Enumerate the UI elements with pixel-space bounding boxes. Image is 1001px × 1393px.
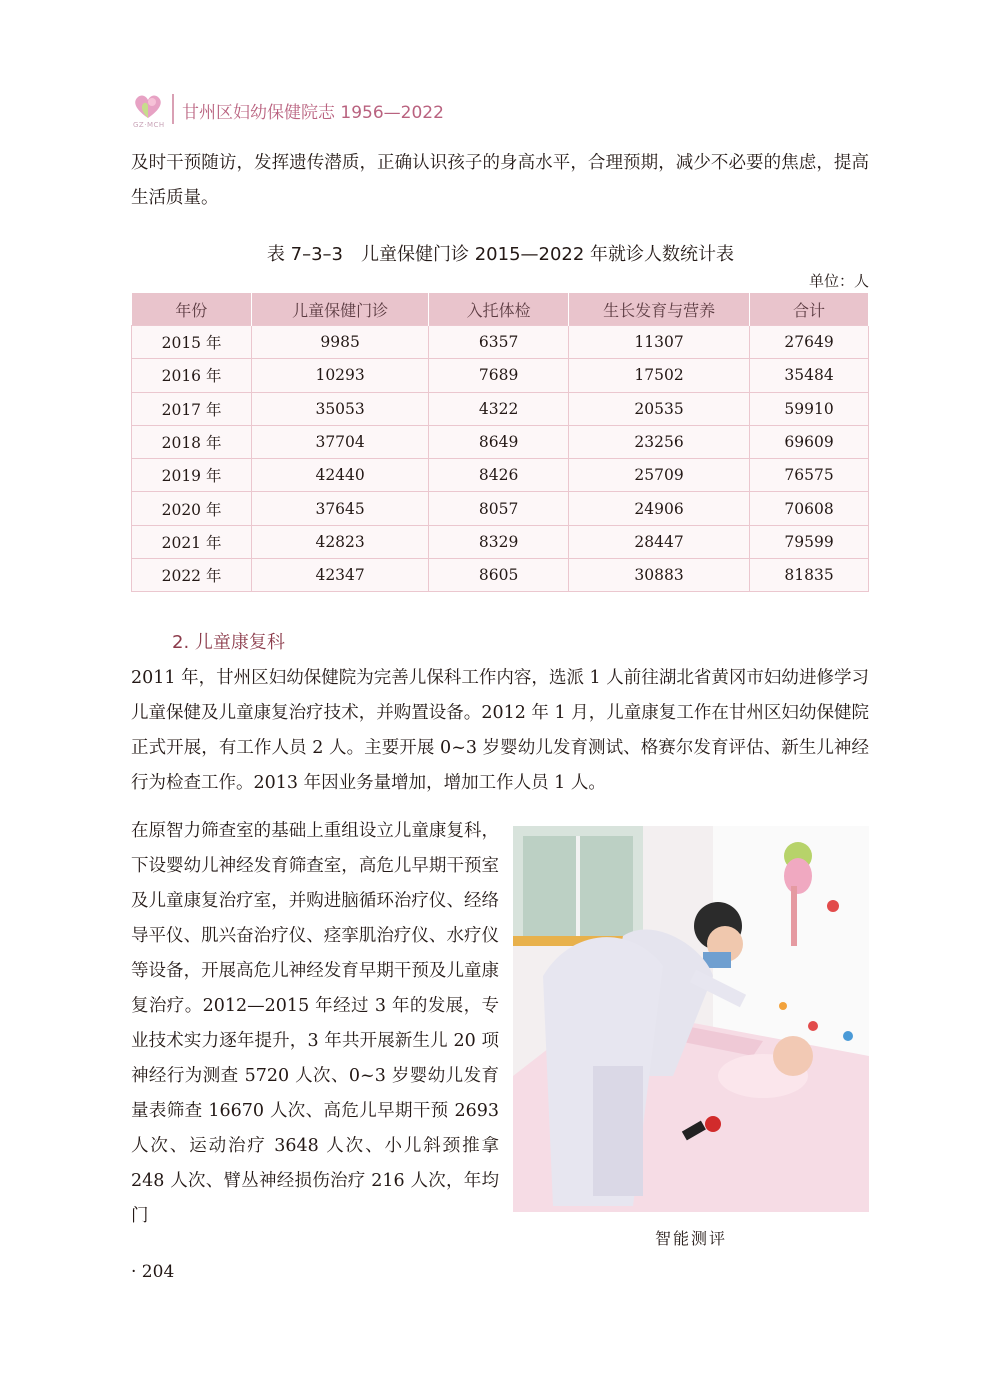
table-cell: 8329	[429, 525, 569, 558]
table-cell: 2021 年	[132, 525, 252, 558]
table-cell: 59910	[750, 392, 869, 425]
table-cell: 37645	[252, 492, 429, 525]
table-cell: 8057	[429, 492, 569, 525]
table-row	[132, 359, 869, 392]
logo-text: GZ·MCH	[133, 121, 165, 129]
table-row	[132, 559, 869, 592]
table-cell: 25709	[569, 459, 750, 492]
table-row	[132, 392, 869, 425]
table-cell: 6357	[429, 326, 569, 359]
body-paragraph: 2011 年，甘州区妇幼保健院为完善儿保科工作内容，选派 1 人前往湖北省黄冈市妇幼进修学习儿童保健及儿童康复治疗技术，并购置设备。2012 年 1 月，儿童康复工作在甘州区妇幼保健院正式开展，有工作人员 2 人。主要开展 0~3 岁婴幼儿发育测试、格赛尔发育评估、新生儿神经行为检查工作。2013 年因业务量增加，增加工作人员 1 人。	[131, 668, 869, 793]
visit-statistics-table	[131, 293, 869, 592]
table-cell: 8426	[429, 459, 569, 492]
table-cell: 4322	[429, 392, 569, 425]
table-cell: 23256	[569, 425, 750, 458]
table-cell: 17502	[569, 359, 750, 392]
table-row	[132, 425, 869, 458]
table-cell: 9985	[252, 326, 429, 359]
column-header: 儿童保健门诊	[252, 293, 429, 326]
table-cell: 2019 年	[132, 459, 252, 492]
table-row	[132, 326, 869, 359]
table-header-row	[132, 293, 869, 326]
column-header: 入托体检	[429, 293, 569, 326]
section-heading: 2. 儿童康复科	[172, 632, 285, 653]
assessment-photo	[513, 826, 869, 1212]
table-cell: 2016 年	[132, 359, 252, 392]
body-paragraph-wrapped: 在原智力筛查室的基础上重组设立儿童康复科，下设婴幼儿神经发育筛查室，高危儿早期干预室及儿童康复治疗室，并购进脑循环治疗仪、经络导平仪、肌兴奋治疗仪、痉挛肌治疗仪、水疗仪等设备，开展高危儿神经发育早期干预及儿童康复治疗。2012—2015 年经过 3 年的发展，专业技术实力逐年提升，3 年共开展新生儿 20 项神经行为测查 5720 人次、0~3 岁婴幼儿发育量表筛查 16670 人次、高危儿早期干预 2693 人次、运动治疗 3648 人次、小儿斜颈推拿 248 人次、臂丛神经损伤治疗 216 人次，年均门	[131, 821, 499, 1226]
table-cell: 24906	[569, 492, 750, 525]
table-cell: 30883	[569, 559, 750, 592]
table-cell: 69609	[750, 425, 869, 458]
table-cell: 79599	[750, 525, 869, 558]
column-header: 年份	[132, 293, 252, 326]
table-cell: 2015 年	[132, 326, 252, 359]
table-cell: 42440	[252, 459, 429, 492]
table-cell: 2022 年	[132, 559, 252, 592]
table-cell: 2018 年	[132, 425, 252, 458]
table-cell: 11307	[569, 326, 750, 359]
table-row	[132, 459, 869, 492]
table-cell: 27649	[750, 326, 869, 359]
table-cell: 2020 年	[132, 492, 252, 525]
table-cell: 20535	[569, 392, 750, 425]
table-cell: 8649	[429, 425, 569, 458]
intro-paragraph: 及时干预随访，发挥遗传潜质，正确认识孩子的身高水平，合理预期，减少不必要的焦虑，提高生活质量。	[131, 153, 869, 208]
table-cell: 81835	[750, 559, 869, 592]
table-cell: 10293	[252, 359, 429, 392]
table-title: 表 7–3–3 儿童保健门诊 2015—2022 年就诊人数统计表	[266, 244, 735, 265]
table-cell: 37704	[252, 425, 429, 458]
table-cell: 28447	[569, 525, 750, 558]
table-unit: 单位：人	[808, 272, 869, 290]
table-cell: 70608	[750, 492, 869, 525]
column-header: 合计	[750, 293, 869, 326]
photo-caption: 智能测评	[654, 1229, 727, 1248]
table-cell: 35053	[252, 392, 429, 425]
column-header: 生长发育与营养	[569, 293, 750, 326]
table-cell: 8605	[429, 559, 569, 592]
table-cell: 42347	[252, 559, 429, 592]
photo-illustration	[513, 826, 869, 1212]
table-cell: 42823	[252, 525, 429, 558]
table-row	[132, 492, 869, 525]
table-cell: 76575	[750, 459, 869, 492]
book-title: 甘州区妇幼保健院志 1956—2022	[182, 103, 444, 123]
table-row	[132, 525, 869, 558]
table-cell: 7689	[429, 359, 569, 392]
header-divider	[172, 94, 174, 124]
table-cell: 35484	[750, 359, 869, 392]
page-number: · 204	[131, 1262, 175, 1282]
table-cell: 2017 年	[132, 392, 252, 425]
